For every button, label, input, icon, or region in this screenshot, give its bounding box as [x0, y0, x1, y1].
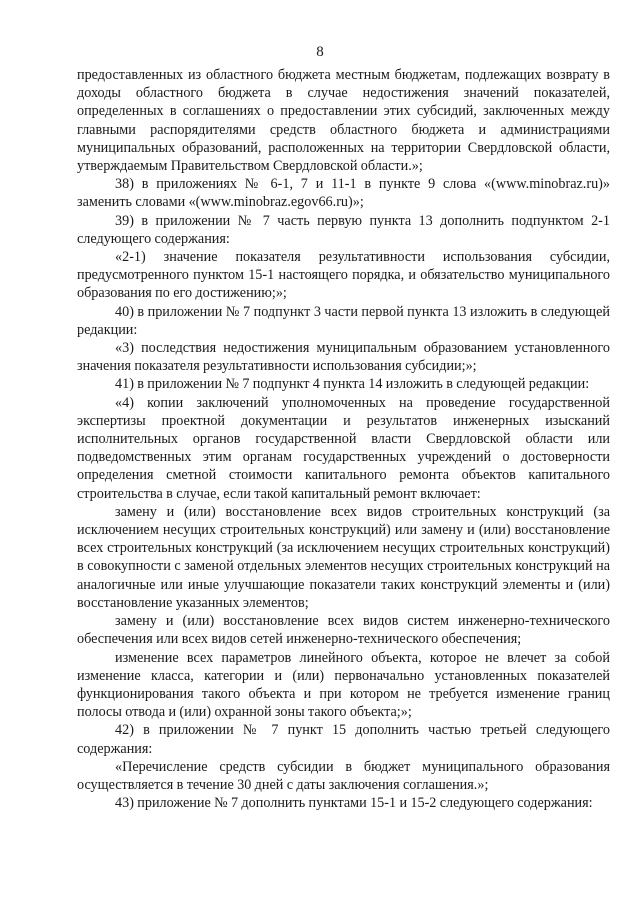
- document-body: [77, 66, 610, 812]
- paragraph-quote-2-1: «2-1) значение показателя результативности использования субсидии, предусмотренного пунктом 15-1 настоящего порядка, и обязательство муниципального образования по его достижению;»;: [77, 249, 610, 302]
- paragraph-item-41: 41) в приложении № 7 подпункт 4 пункта 14 изложить в следующей редакции:: [115, 376, 590, 393]
- paragraph-clause-linear-object: изменение всех параметров линейного объекта, которое не влечет за собой изменение класса, категории и (или) первоначально установленных показателей функционирования такого объекта и при котором не требуется изменение границ полосы отвода и (или) охранной зоны такого объекта;»;: [77, 649, 610, 721]
- paragraph-item-39: 39) в приложении № 7 часть первую пункта 13 дополнить подпунктом 2-1 следующего содержания:: [77, 212, 610, 247]
- page-number: 8: [316, 44, 324, 60]
- paragraph-item-40: 40) в приложении № 7 подпункт 3 части первой пункта 13 изложить в следующей редакции:: [77, 303, 610, 338]
- paragraph-clause-engineering-systems: замену и (или) восстановление всех видов систем инженерно-технического обеспечения или всех видов сетей инженерно-технического обеспечения;: [77, 613, 610, 648]
- paragraph-continuation: предоставленных из областного бюджета местным бюджетам, подлежащих возврату в доходы областного бюджета в случае недостижения значений показателей, определенных в соглашениях о предоставлении этих субсидий, заключенных между главными распорядителями средств областного бюджета и администрациями муниципальных образований, расположенных на территории Свердловской области, утверждаемым Правительством Свердловской области.»;: [77, 67, 610, 175]
- paragraph-quote-transfer: «Перечисление средств субсидии в бюджет муниципального образования осуществляется в течение 30 дней с даты заключения соглашения.»;: [77, 758, 610, 793]
- paragraph-item-42: 42) в приложении № 7 пункт 15 дополнить частью третьей следующего содержания:: [77, 722, 610, 757]
- paragraph-quote-3: «3) последствия недостижения муниципальным образованием установленного значения показателя результативности использования субсидии;»;: [77, 340, 610, 375]
- paragraph-quote-4: «4) копии заключений уполномоченных на проведение государственной экспертизы проектной документации и результатов инженерных изысканий исполнительных органов государственной власти Свердловской области или подведомственных этим органам государственных учреждений о достоверности определения сметной стоимости капитального ремонта объектов капитального строительства в случае, если такой капитальный ремонт включает:: [77, 394, 610, 502]
- paragraph-clause-structures: замену и (или) восстановление всех видов строительных конструкций (за исключением несущих строительных конструкций) или замену и (или) восстановление всех строительных конструкций (за исключением несущих строительных конструкций) в совокупности с заменой отдельных элементов несущих строительных конструкций на аналогичные или иные улучшающие показатели таких конструкций элементы и (или) восстановление указанных элементов;: [77, 503, 610, 611]
- paragraph-item-43: 43) приложение № 7 дополнить пунктами 15-1 и 15-2 следующего содержания:: [115, 795, 593, 812]
- paragraph-item-38: 38) в приложениях № 6-1, 7 и 11-1 в пункте 9 слова «(www.minobraz.ru)» заменить словами «(www.minobraz.egov66.ru)»;: [77, 176, 610, 211]
